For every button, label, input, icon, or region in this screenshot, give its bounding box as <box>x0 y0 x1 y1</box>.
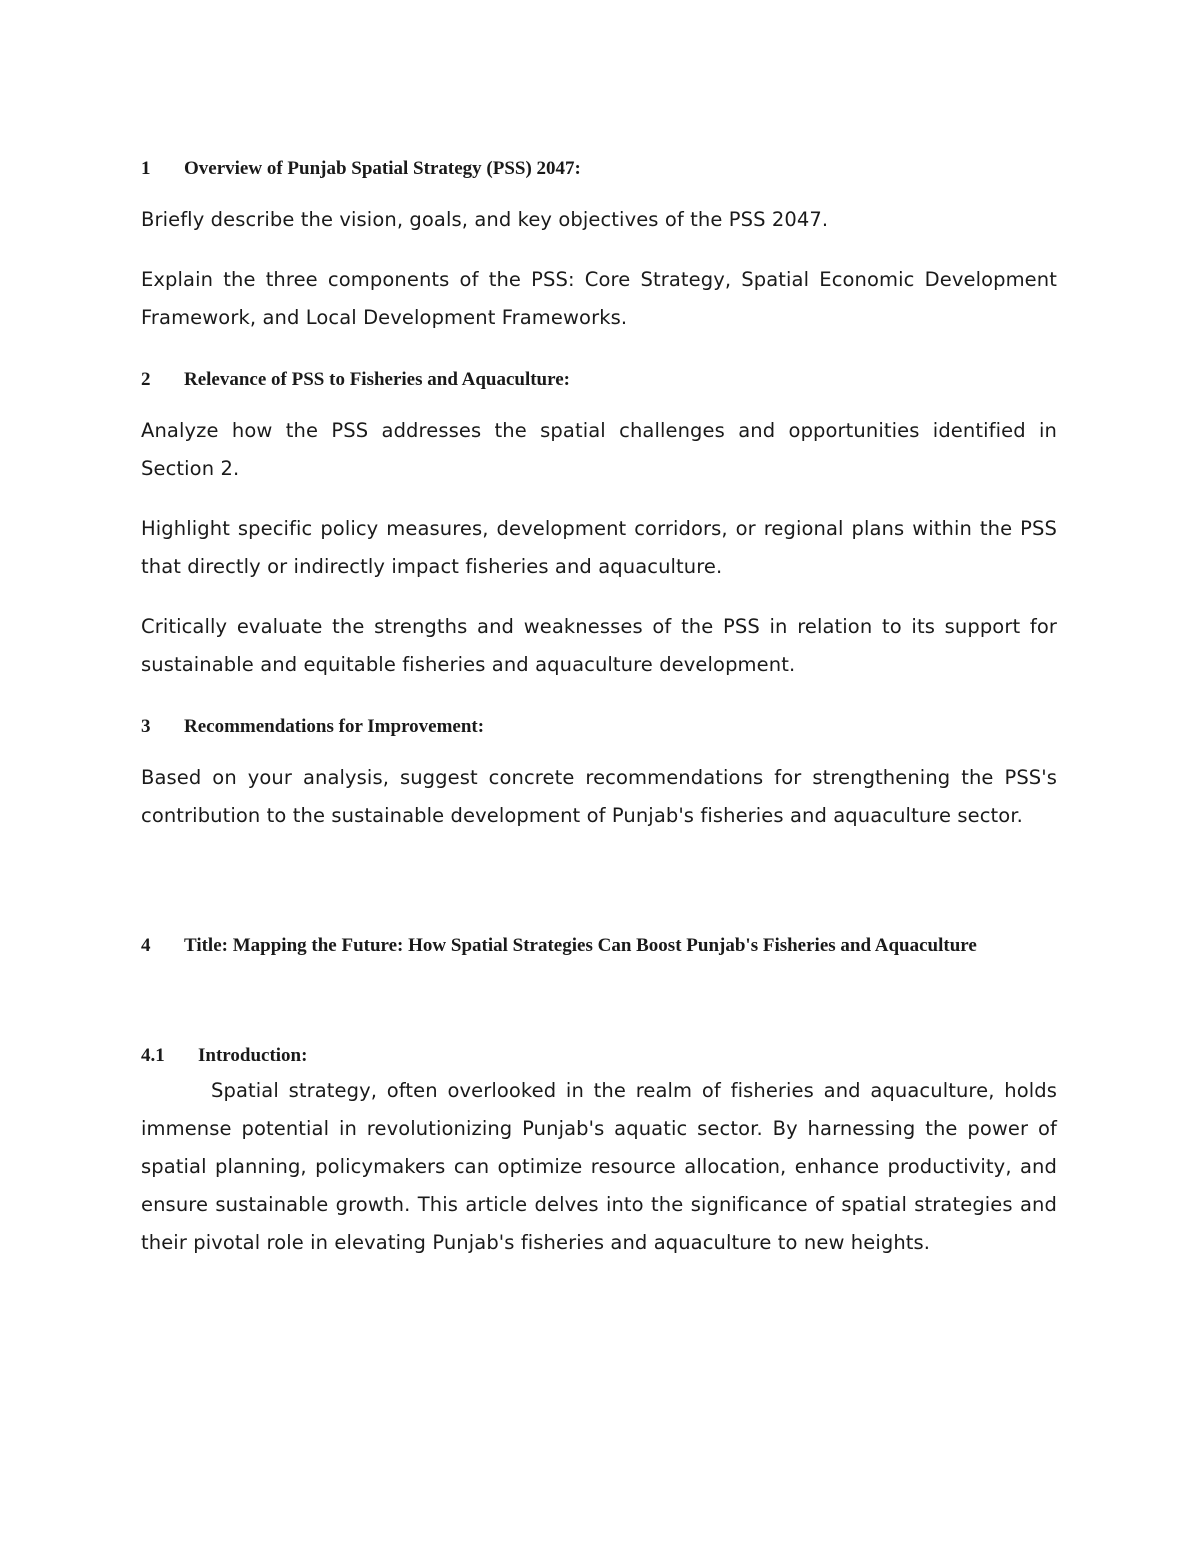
document-page <box>141 150 1057 1262</box>
section-number: 1 <box>141 158 151 179</box>
section-2-heading <box>141 367 1057 392</box>
section-4-heading <box>141 933 1057 958</box>
paragraph: Explain the three components of the PSS: Core Strategy, Spatial Economic Development Framework, and Local Development Frameworks. <box>141 268 1057 329</box>
section-number: 2 <box>141 369 151 390</box>
paragraph: Based on your analysis, suggest concrete recommendations for strengthening the PSS's contribution to the sustainable development of Punjab's fisheries and aquaculture sector. <box>141 766 1057 827</box>
section-number: 4 <box>141 935 151 956</box>
section-title: Relevance of PSS to Fisheries and Aquaculture: <box>184 369 570 390</box>
section-number: 3 <box>141 716 151 737</box>
paragraph: Analyze how the PSS addresses the spatial challenges and opportunities identified in Section 2. <box>141 419 1057 480</box>
section-title: Introduction: <box>198 1045 308 1066</box>
section-title: Overview of Punjab Spatial Strategy (PSS) 2047: <box>184 158 581 179</box>
section-title: Title: Mapping the Future: How Spatial Strategies Can Boost Punjab's Fisheries and Aquaculture <box>184 935 977 956</box>
section-3-heading <box>141 714 1057 739</box>
section-title: Recommendations for Improvement: <box>184 716 485 737</box>
section-1-heading <box>141 156 1057 181</box>
paragraph: Critically evaluate the strengths and weaknesses of the PSS in relation to its support for sustainable and equitable fisheries and aquaculture development. <box>141 615 1057 676</box>
paragraph: Spatial strategy, often overlooked in the realm of fisheries and aquaculture, holds immense potential in revolutionizing Punjab's aquatic sector. By harnessing the power of spatial planning, policymakers can optimize resource allocation, enhance productivity, and ensure sustainable growth. This article delves into the significance of spatial strategies and their pivotal role in elevating Punjab's fisheries and aquaculture to new heights. <box>141 1079 1057 1254</box>
paragraph: Briefly describe the vision, goals, and key objectives of the PSS 2047. <box>141 208 829 231</box>
section-number: 4.1 <box>141 1045 165 1066</box>
section-4-1-heading <box>141 1043 1057 1068</box>
paragraph: Highlight specific policy measures, development corridors, or regional plans within the PSS that directly or indirectly impact fisheries and aquaculture. <box>141 517 1057 578</box>
